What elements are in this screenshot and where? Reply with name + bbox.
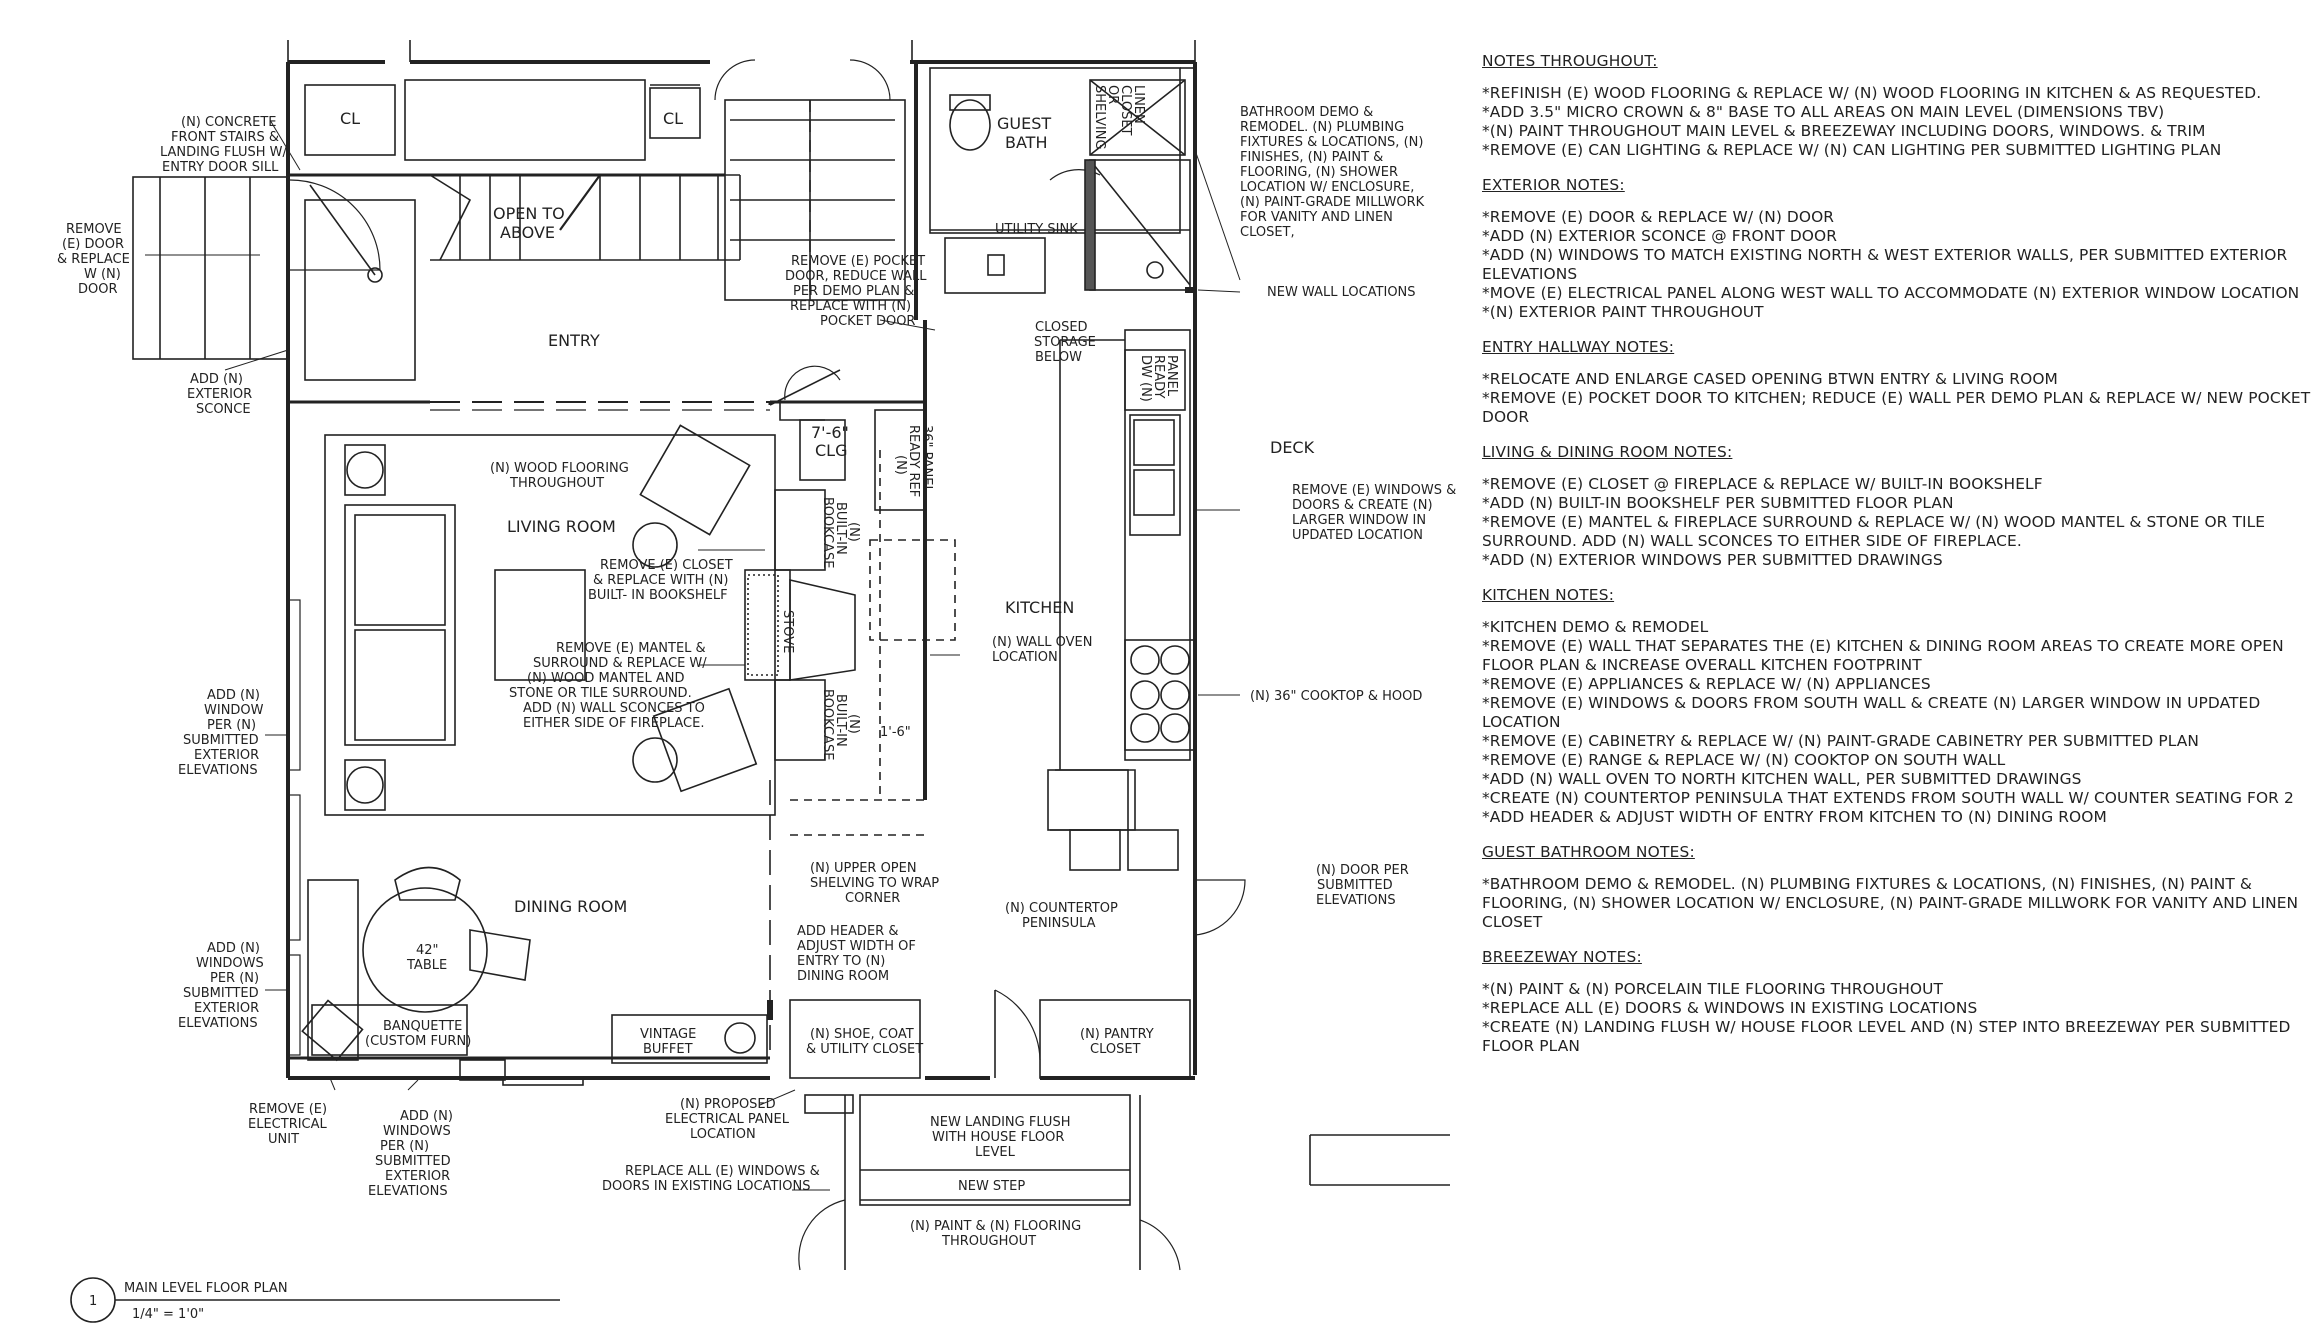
section-title: ENTRY HALLWAY NOTES: xyxy=(1482,338,1675,356)
callout-windows-west-dining xyxy=(178,941,264,1031)
section-title: NOTES THROUGHOUT: xyxy=(1482,52,1658,70)
note-line: *(N) PAINT & (N) PORCELAIN TILE FLOORING THROUGHOUT xyxy=(1482,980,1944,998)
svg-text:DW (N): DW (N) xyxy=(1138,355,1153,402)
svg-text:REMOVE: REMOVE xyxy=(66,222,122,237)
room-label-deck: DECK xyxy=(1270,438,1315,457)
svg-text:REMOVE (E) MANTEL &: REMOVE (E) MANTEL & xyxy=(556,641,706,656)
svg-text:DOORS & CREATE (N): DOORS & CREATE (N) xyxy=(1292,498,1433,513)
notes-section-kitchen xyxy=(1482,586,2312,827)
room-label-guest-bath-2: BATH xyxy=(1005,133,1048,152)
svg-text:WINDOWS: WINDOWS xyxy=(196,956,264,971)
svg-text:(N): (N) xyxy=(846,522,861,542)
svg-text:ADD (N) WALL SCONCES TO: ADD (N) WALL SCONCES TO xyxy=(523,701,705,716)
svg-text:CLOSET: CLOSET xyxy=(1118,85,1133,136)
note-line: *ADD (N) WALL OVEN TO NORTH KITCHEN WALL, PER SUBMITTED DRAWINGS xyxy=(1482,770,2082,788)
callout-bathroom-demo xyxy=(1240,105,1425,240)
table-label-2: TABLE xyxy=(407,958,448,973)
note-line: *ADD (N) BUILT-IN BOOKSHELF PER SUBMITTED FLOOR PLAN xyxy=(1482,494,1954,512)
svg-text:ADD (N): ADD (N) xyxy=(207,941,260,956)
svg-text:EXTERIOR: EXTERIOR xyxy=(194,1001,260,1016)
svg-text:SURROUND & REPLACE W/: SURROUND & REPLACE W/ xyxy=(533,656,707,671)
svg-text:BOOKCASE: BOOKCASE xyxy=(820,689,835,761)
room-label-living-room: LIVING ROOM xyxy=(507,517,616,536)
note-line: *REMOVE (E) WINDOWS & DOORS FROM SOUTH WALL & CREATE (N) LARGER WINDOW IN UPDATED LOCATION xyxy=(1482,694,2261,731)
callout-window-west-living xyxy=(178,688,264,778)
note-line: *REMOVE (E) DOOR & REPLACE W/ (N) DOOR xyxy=(1482,208,1835,226)
svg-text:ELEVATIONS: ELEVATIONS xyxy=(1316,893,1396,908)
stove-label: STOVE xyxy=(780,610,795,654)
svg-text:NEW LANDING FLUSH: NEW LANDING FLUSH xyxy=(930,1115,1071,1130)
svg-text:LANDING FLUSH W/: LANDING FLUSH W/ xyxy=(160,145,287,160)
svg-text:STORAGE: STORAGE xyxy=(1034,335,1096,350)
note-line: CLOSET xyxy=(1482,913,1543,931)
svg-text:ADD (N): ADD (N) xyxy=(400,1109,453,1124)
table-label-1: 42" xyxy=(416,943,439,958)
room-label-open-to-above-2: ABOVE xyxy=(500,223,556,242)
callout-panel-ready-ref xyxy=(893,425,934,497)
note-line: *REMOVE (E) WALL THAT SEPARATES THE (E) KITCHEN & DINING ROOM AREAS TO CREATE MORE OPEN xyxy=(1482,637,2284,655)
clg-label-1: 7'-6" xyxy=(811,423,849,442)
svg-text:POCKET DOOR: POCKET DOOR xyxy=(820,314,916,329)
svg-text:LINEN: LINEN xyxy=(1131,85,1146,124)
note-line: *REPLACE ALL (E) DOORS & WINDOWS IN EXISTING LOCATIONS xyxy=(1482,999,1978,1017)
svg-text:(N): (N) xyxy=(846,714,861,734)
svg-text:(N) WALL OVEN: (N) WALL OVEN xyxy=(992,635,1093,650)
note-line: SURROUND. ADD (N) WALL SCONCES TO EITHER SIDE OF FIREPLACE. xyxy=(1482,532,2022,550)
note-line: FLOORING, (N) SHOWER LOCATION W/ ENCLOSURE, (N) PAINT-GRADE MILLWORK FOR VANITY AND LINEN xyxy=(1482,894,2299,912)
svg-text:(N) WOOD FLOORING: (N) WOOD FLOORING xyxy=(490,461,629,476)
callout-vintage-buffet xyxy=(640,1027,696,1057)
svg-text:BELOW: BELOW xyxy=(1035,350,1082,365)
svg-text:DOORS IN EXISTING LOCATIONS: DOORS IN EXISTING LOCATIONS xyxy=(602,1179,811,1194)
svg-text:PER (N): PER (N) xyxy=(210,971,260,986)
svg-text:CLOSET,: CLOSET, xyxy=(1240,225,1295,240)
callout-new-step: NEW STEP xyxy=(958,1179,1026,1194)
dimension-1-6: 1'-6" xyxy=(880,725,911,740)
notes-section-entry-hallway xyxy=(1482,338,2312,427)
svg-text:PENINSULA: PENINSULA xyxy=(1022,916,1096,931)
svg-text:ELEVATIONS: ELEVATIONS xyxy=(178,1016,258,1031)
svg-text:ELEVATIONS: ELEVATIONS xyxy=(178,763,258,778)
svg-text:REMOVE (E) POCKET: REMOVE (E) POCKET xyxy=(791,254,926,269)
svg-text:UNIT: UNIT xyxy=(268,1132,300,1147)
notes-section-exterior xyxy=(1482,176,2312,322)
svg-text:DINING ROOM: DINING ROOM xyxy=(797,969,890,984)
callout-door-per xyxy=(1316,863,1409,908)
svg-text:FINISHES, (N) PAINT &: FINISHES, (N) PAINT & xyxy=(1240,150,1384,165)
room-label-cl: CL xyxy=(340,109,361,128)
callout-countertop-peninsula xyxy=(1005,901,1118,931)
note-line: *REMOVE (E) RANGE & REPLACE W/ (N) COOKTOP ON SOUTH WALL xyxy=(1482,751,2006,769)
svg-text:& UTILITY CLOSET: & UTILITY CLOSET xyxy=(806,1042,924,1057)
callout-cooktop: (N) 36" COOKTOP & HOOD xyxy=(1250,689,1423,704)
svg-text:SUBMITTED: SUBMITTED xyxy=(183,733,259,748)
room-label-entry: ENTRY xyxy=(548,331,600,350)
room-label-open-to-above-1: OPEN TO xyxy=(493,204,565,223)
svg-text:REMOVE (E): REMOVE (E) xyxy=(249,1102,328,1117)
notes-section-guest-bathroom xyxy=(1482,843,2312,932)
svg-text:EXTERIOR: EXTERIOR xyxy=(194,748,260,763)
svg-text:WITH HOUSE FLOOR: WITH HOUSE FLOOR xyxy=(932,1130,1065,1145)
svg-text:REMODEL. (N) PLUMBING: REMODEL. (N) PLUMBING xyxy=(1240,120,1405,135)
svg-text:BATHROOM DEMO &: BATHROOM DEMO & xyxy=(1240,105,1374,120)
svg-text:FIXTURES & LOCATIONS, (N): FIXTURES & LOCATIONS, (N) xyxy=(1240,135,1424,150)
note-line: *REMOVE (E) APPLIANCES & REPLACE W/ (N) APPLIANCES xyxy=(1482,675,1931,693)
note-line: *KITCHEN DEMO & REMODEL xyxy=(1482,618,1709,636)
callout-remove-closet xyxy=(588,558,733,603)
svg-text:FOR VANITY AND LINEN: FOR VANITY AND LINEN xyxy=(1240,210,1393,225)
svg-text:ELECTRICAL PANEL: ELECTRICAL PANEL xyxy=(665,1112,789,1127)
note-line: *REMOVE (E) CAN LIGHTING & REPLACE W/ (N) CAN LIGHTING PER SUBMITTED LIGHTING PLAN xyxy=(1482,141,2222,159)
linen-closet-label xyxy=(1092,85,1146,150)
note-line: ELEVATIONS xyxy=(1482,265,1578,283)
callout-panel-ready-dw xyxy=(1138,355,1179,402)
note-line: *(N) PAINT THROUGHOUT MAIN LEVEL & BREEZEWAY INCLUDING DOORS, WINDOWS. & TRIM xyxy=(1482,122,2206,140)
svg-text:BUILT-IN: BUILT-IN xyxy=(833,694,848,747)
section-title: BREEZEWAY NOTES: xyxy=(1482,948,1642,966)
note-line: *(N) EXTERIOR PAINT THROUGHOUT xyxy=(1482,303,1764,321)
svg-text:LOCATION: LOCATION xyxy=(992,650,1058,665)
breezeway xyxy=(799,1095,1450,1270)
svg-text:READY: READY xyxy=(1151,355,1166,399)
svg-text:PER (N): PER (N) xyxy=(207,718,257,733)
svg-text:W (N): W (N) xyxy=(84,267,121,282)
front-stairs xyxy=(133,177,288,359)
note-line: *REMOVE (E) POCKET DOOR TO KITCHEN; REDUCE (E) WALL PER DEMO PLAN & REPLACE W/ NEW POCKET xyxy=(1482,389,2311,407)
svg-text:EXTERIOR: EXTERIOR xyxy=(385,1169,451,1184)
svg-text:FLOORING, (N) SHOWER: FLOORING, (N) SHOWER xyxy=(1240,165,1399,180)
svg-text:& REPLACE: & REPLACE xyxy=(57,252,130,267)
svg-text:ADJUST WIDTH OF: ADJUST WIDTH OF xyxy=(797,939,916,954)
callout-remove-mantel xyxy=(509,641,707,731)
svg-text:ELEVATIONS: ELEVATIONS xyxy=(368,1184,448,1199)
svg-text:REMOVE (E) CLOSET: REMOVE (E) CLOSET xyxy=(600,558,733,573)
callout-front-stairs xyxy=(160,115,288,175)
title-block-title: MAIN LEVEL FLOOR PLAN xyxy=(124,1281,288,1296)
svg-text:BUFFET: BUFFET xyxy=(643,1042,693,1057)
svg-text:READY REF: READY REF xyxy=(906,425,921,498)
svg-text:(CUSTOM FURN): (CUSTOM FURN) xyxy=(365,1034,472,1049)
svg-text:ENTRY TO (N): ENTRY TO (N) xyxy=(797,954,886,969)
svg-text:ADD HEADER &: ADD HEADER & xyxy=(797,924,899,939)
svg-text:(N) PAINT & (N) FLOORING: (N) PAINT & (N) FLOORING xyxy=(910,1219,1082,1234)
svg-text:(N) PANTRY: (N) PANTRY xyxy=(1080,1027,1154,1042)
callout-upper-shelving xyxy=(810,861,939,906)
note-line: *ADD HEADER & ADJUST WIDTH OF ENTRY FROM KITCHEN TO (N) DINING ROOM xyxy=(1482,808,2107,826)
section-title: LIVING & DINING ROOM NOTES: xyxy=(1482,443,1733,461)
guest-bath xyxy=(930,68,1195,293)
callout-remove-windows-deck xyxy=(1292,483,1456,543)
svg-text:LOCATION: LOCATION xyxy=(690,1127,756,1142)
callout-wood-flooring xyxy=(490,461,629,491)
svg-text:LOCATION W/ ENCLOSURE,: LOCATION W/ ENCLOSURE, xyxy=(1240,180,1415,195)
callout-banquette xyxy=(365,1019,471,1049)
svg-text:UPDATED LOCATION: UPDATED LOCATION xyxy=(1292,528,1424,543)
note-line: DOOR xyxy=(1482,408,1530,426)
svg-text:DOOR, REDUCE WALL: DOOR, REDUCE WALL xyxy=(785,269,927,284)
svg-text:BANQUETTE: BANQUETTE xyxy=(383,1019,463,1034)
svg-text:REMOVE (E) WINDOWS &: REMOVE (E) WINDOWS & xyxy=(1292,483,1457,498)
callout-add-header xyxy=(797,924,916,984)
utility-sink-label: UTILITY SINK xyxy=(995,222,1078,237)
note-line: *ADD (N) EXTERIOR WINDOWS PER SUBMITTED DRAWINGS xyxy=(1482,551,1943,569)
entry-door xyxy=(288,180,415,380)
note-line: *REMOVE (E) CABINETRY & REPLACE W/ (N) PAINT-GRADE CABINETRY PER SUBMITTED PLAN xyxy=(1482,732,2200,750)
callout-windows-south-dining xyxy=(368,1109,453,1199)
note-line: FLOOR PLAN & INCREASE OVERALL KITCHEN FOOTPRINT xyxy=(1482,656,1922,674)
svg-text:SUBMITTED: SUBMITTED xyxy=(375,1154,451,1169)
svg-text:ADD (N): ADD (N) xyxy=(207,688,260,703)
room-label-dining-room: DINING ROOM xyxy=(514,897,628,916)
svg-text:PER (N): PER (N) xyxy=(380,1139,430,1154)
note-line: *MOVE (E) ELECTRICAL PANEL ALONG WEST WALL TO ACCOMMODATE (N) EXTERIOR WINDOW LOCATION xyxy=(1482,284,2300,302)
callout-electrical-panel xyxy=(665,1097,790,1142)
callout-wall-oven xyxy=(992,635,1093,665)
note-line: *RELOCATE AND ENLARGE CASED OPENING BTWN ENTRY & LIVING ROOM xyxy=(1482,370,2058,388)
callout-paint-flooring xyxy=(910,1219,1081,1249)
note-line: *REFINISH (E) WOOD FLOORING & REPLACE W/ (N) WOOD FLOORING IN KITCHEN & AS REQUESTED. xyxy=(1482,84,2262,102)
svg-text:CLOSED: CLOSED xyxy=(1035,320,1088,335)
note-line: *ADD (N) EXTERIOR SCONCE @ FRONT DOOR xyxy=(1482,227,1838,245)
svg-text:SCONCE: SCONCE xyxy=(196,402,251,417)
svg-text:WINDOWS: WINDOWS xyxy=(383,1124,451,1139)
section-title: EXTERIOR NOTES: xyxy=(1482,176,1625,194)
svg-text:PER DEMO PLAN &: PER DEMO PLAN & xyxy=(793,284,915,299)
room-label-cl-2: CL xyxy=(663,109,684,128)
svg-text:THROUGHOUT: THROUGHOUT xyxy=(942,1234,1037,1249)
callout-replace-windows xyxy=(602,1164,820,1194)
svg-text:ENTRY DOOR SILL: ENTRY DOOR SILL xyxy=(162,160,279,175)
svg-text:EITHER SIDE OF FIREPLACE.: EITHER SIDE OF FIREPLACE. xyxy=(523,716,705,731)
svg-text:(E) DOOR: (E) DOOR xyxy=(62,237,124,252)
section-title: GUEST BATHROOM NOTES: xyxy=(1482,843,1695,861)
svg-text:LEVEL: LEVEL xyxy=(975,1145,1015,1160)
notes-section-throughout xyxy=(1482,52,2312,160)
svg-text:SHELVING TO WRAP: SHELVING TO WRAP xyxy=(810,876,940,891)
callout-shoe-closet xyxy=(806,1027,923,1057)
clg-label-2: CLG xyxy=(815,441,848,460)
callout-labels xyxy=(57,105,1456,1322)
note-line: *BATHROOM DEMO & REMODEL. (N) PLUMBING FIXTURES & LOCATIONS, (N) FINISHES, (N) PAINT & xyxy=(1482,875,2252,893)
svg-text:STONE OR TILE SURROUND.: STONE OR TILE SURROUND. xyxy=(509,686,692,701)
callout-pocket-door xyxy=(785,254,927,329)
svg-text:VINTAGE: VINTAGE xyxy=(640,1027,697,1042)
svg-text:FRONT STAIRS &: FRONT STAIRS & xyxy=(171,130,280,145)
callout-new-landing xyxy=(930,1115,1070,1160)
svg-text:ELECTRICAL: ELECTRICAL xyxy=(248,1117,327,1132)
svg-text:ADD (N): ADD (N) xyxy=(190,372,243,387)
note-line: *REMOVE (E) MANTEL & FIREPLACE SURROUND & REPLACE W/ (N) WOOD MANTEL & STONE OR TILE xyxy=(1482,513,2266,531)
callout-builtin-bookcase-2 xyxy=(820,689,861,760)
callout-new-wall: NEW WALL LOCATIONS xyxy=(1267,285,1416,300)
callout-pantry-closet xyxy=(1080,1027,1154,1057)
svg-text:SUBMITTED: SUBMITTED xyxy=(183,986,259,1001)
svg-text:PANEL: PANEL xyxy=(1164,355,1179,397)
title-block-number: 1 xyxy=(89,1294,98,1309)
svg-text:THROUGHOUT: THROUGHOUT xyxy=(510,476,605,491)
svg-text:(N) SHOE, COAT: (N) SHOE, COAT xyxy=(810,1027,914,1042)
svg-text:REPLACE ALL (E) WINDOWS &: REPLACE ALL (E) WINDOWS & xyxy=(625,1164,820,1179)
note-line: *REMOVE (E) CLOSET @ FIREPLACE & REPLACE W/ BUILT-IN BOOKSHELF xyxy=(1482,475,2043,493)
svg-text:SUBMITTED: SUBMITTED xyxy=(1317,878,1393,893)
callout-remove-door xyxy=(57,222,130,297)
note-line: *CREATE (N) COUNTERTOP PENINSULA THAT EXTENDS FROM SOUTH WALL W/ COUNTER SEATING FOR 2 xyxy=(1482,789,2294,807)
callout-closed-storage xyxy=(1034,320,1096,365)
svg-text:& REPLACE WITH (N): & REPLACE WITH (N) xyxy=(593,573,729,588)
svg-text:WINDOW: WINDOW xyxy=(204,703,264,718)
svg-text:(N) UPPER OPEN: (N) UPPER OPEN xyxy=(810,861,917,876)
title-block-scale: 1/4" = 1'0" xyxy=(132,1307,205,1322)
svg-text:EXTERIOR: EXTERIOR xyxy=(187,387,253,402)
notes-panel xyxy=(1482,52,2312,1056)
note-line: *CREATE (N) LANDING FLUSH W/ HOUSE FLOOR LEVEL AND (N) STEP INTO BREEZEWAY PER SUBMITTED xyxy=(1482,1018,2291,1036)
svg-text:CORNER: CORNER xyxy=(845,891,901,906)
svg-text:(N) DOOR PER: (N) DOOR PER xyxy=(1316,863,1409,878)
svg-text:(N) PAINT-GRADE MILLWORK: (N) PAINT-GRADE MILLWORK xyxy=(1240,195,1425,210)
svg-text:CLOSET: CLOSET xyxy=(1090,1042,1141,1057)
notes-section-living-dining xyxy=(1482,443,2312,570)
svg-text:LARGER WINDOW IN: LARGER WINDOW IN xyxy=(1292,513,1427,528)
room-label-kitchen: KITCHEN xyxy=(1005,598,1075,617)
svg-text:OR: OR xyxy=(1105,85,1120,105)
svg-text:(N) PROPOSED: (N) PROPOSED xyxy=(680,1097,776,1112)
callout-exterior-sconce xyxy=(187,372,252,417)
callout-remove-electrical xyxy=(248,1102,328,1147)
section-title: KITCHEN NOTES: xyxy=(1482,586,1615,604)
svg-text:(N) COUNTERTOP: (N) COUNTERTOP xyxy=(1005,901,1118,916)
svg-text:REPLACE WITH (N): REPLACE WITH (N) xyxy=(790,299,912,314)
svg-text:36" PANEL: 36" PANEL xyxy=(919,425,934,493)
svg-text:BUILT-IN: BUILT-IN xyxy=(833,502,848,555)
note-line: *ADD (N) WINDOWS TO MATCH EXISTING NORTH & WEST EXTERIOR WALLS, PER SUBMITTED EXTERIOR xyxy=(1482,246,2288,264)
svg-text:(N) CONCRETE: (N) CONCRETE xyxy=(181,115,277,130)
room-label-guest-bath-1: GUEST xyxy=(997,114,1052,133)
svg-text:BUILT- IN BOOKSHELF: BUILT- IN BOOKSHELF xyxy=(588,588,728,603)
svg-text:DOOR: DOOR xyxy=(78,282,118,297)
notes-section-breezeway xyxy=(1482,948,2312,1056)
svg-text:SHELVING: SHELVING xyxy=(1092,85,1107,150)
svg-text:(N): (N) xyxy=(893,455,908,475)
note-line: *ADD 3.5" MICRO CROWN & 8" BASE TO ALL AREAS ON MAIN LEVEL (DIMENSIONS TBV) xyxy=(1482,103,2165,121)
svg-text:(N) WOOD MANTEL AND: (N) WOOD MANTEL AND xyxy=(527,671,685,686)
note-line: FLOOR PLAN xyxy=(1482,1037,1580,1055)
callout-builtin-bookcase-1 xyxy=(820,497,861,568)
svg-text:BOOKCASE: BOOKCASE xyxy=(820,497,835,569)
